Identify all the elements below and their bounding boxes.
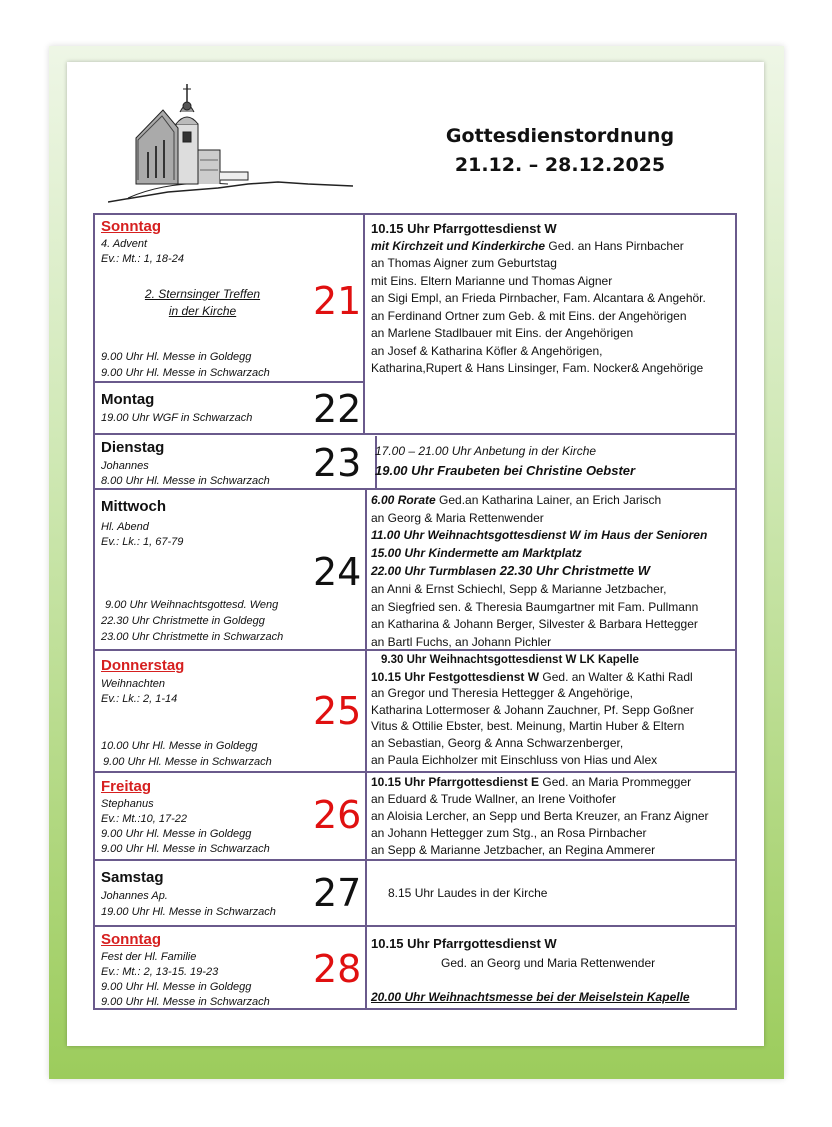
service-line: 10.15 Uhr Pfarrgottesdienst W <box>371 221 557 236</box>
day-name: Sonntag <box>101 218 161 235</box>
day-subtitle: 4. Advent <box>101 238 148 250</box>
intention-line: an Thomas Aigner zum Geburtstag <box>371 256 557 270</box>
intention-line: Ged. an Walter & Kathi Radl <box>539 669 693 684</box>
intention-line: an Anni & Ernst Schiechl, Sepp & Marianne Jetzbacher, <box>371 581 667 596</box>
day-23 <box>93 433 737 490</box>
intention-line: Ged. an Hans Pirnbacher <box>545 238 684 253</box>
title-line-2: 21.12. – 28.12.2025 <box>454 154 666 176</box>
evening-mass-line: 20.00 Uhr Weihnachtsmesse bei der Meiselstein Kapelle <box>371 990 690 1004</box>
day-number: 22 <box>313 387 362 431</box>
event-line-2: in der Kirche <box>168 304 237 318</box>
church-illustration <box>108 80 353 204</box>
intention-line: an Siegfried sen. & Theresia Baumgartner mit Fam. Pullmann <box>371 599 699 614</box>
day-number: 25 <box>313 689 362 733</box>
mass-2: 9.00 Uhr Hl. Messe in Schwarzach <box>103 756 272 768</box>
mass-3: 23.00 Uhr Christmette in Schwarzach <box>101 631 284 643</box>
day-name: Donnerstag <box>101 657 185 674</box>
day-feast: Stephanus <box>101 798 154 810</box>
intention-line: an Ferdinand Ortner zum Geb. & mit Eins. der Angehörigen <box>371 308 687 323</box>
service-line: 15.00 Uhr Kindermette am Marktplatz <box>371 545 582 560</box>
mass-1: 9.00 Uhr Weihnachtsgottesd. Weng <box>105 599 279 611</box>
day-feast: Weihnachten <box>101 678 166 690</box>
intention-line: mit Eins. Eltern Marianne und Thomas Aigner <box>371 273 613 288</box>
day-name: Sonntag <box>101 931 161 948</box>
day-name: Dienstag <box>101 439 165 456</box>
page-title <box>420 122 700 180</box>
service-line: 22.00 Uhr Turmblasen <box>371 564 497 579</box>
intention-line: an Sigi Empl, an Frieda Pirnbacher, Fam. Alcantara & Angehör. <box>371 291 706 305</box>
day-name: Montag <box>101 391 155 408</box>
intention-line: an Marlene Stadlbauer mit Eins. der Angehörigen <box>371 326 634 340</box>
service-line: 10.15 Uhr Festgottesdienst W <box>371 669 540 684</box>
day-24 <box>93 488 737 651</box>
service-line: 11.00 Uhr Weihnachtsgottesdienst W im Haus der Senioren <box>371 528 708 543</box>
service-line: 9.30 Uhr Weihnachtsgottesdienst W LK Kapelle <box>381 654 639 666</box>
schedule-table <box>93 213 737 1010</box>
day-27 <box>93 859 737 927</box>
day-21-right <box>363 213 737 435</box>
intention-line: an Bartl Fuchs, an Johann Pichler <box>371 634 552 649</box>
mass-1: 9.00 Uhr Hl. Messe in Goldegg <box>101 351 252 363</box>
day-mass: 19.00 Uhr WGF in Schwarzach <box>101 412 253 424</box>
day-number: 27 <box>313 871 362 915</box>
day-25 <box>93 649 737 773</box>
intention-line: an Eduard & Trude Wallner, an Irene Voithofer <box>371 792 617 806</box>
intention-line: Katharina Lottermoser & Johann Zauchner, Pf. Sepp Goßner <box>371 702 694 717</box>
intention-line: Katharina,Rupert & Hans Linsinger, Fam. Nocker& Angehörige <box>371 361 704 375</box>
intention-line: an Katharina & Johann Berger, Silvester & Barbara Hettegger <box>371 617 698 632</box>
day-feast: Johannes <box>101 460 149 472</box>
day-26 <box>93 771 737 861</box>
day-name: Samstag <box>101 869 164 886</box>
day-gospel: Ev.: Lk.: 2, 1-14 <box>101 693 178 705</box>
day-number: 24 <box>313 550 362 594</box>
day-feast: Johannes Ap. <box>101 890 168 902</box>
intention-line: an Gregor und Theresia Hettegger & Angehörige, <box>371 686 633 701</box>
rorate-line: 6.00 Rorate <box>371 493 436 507</box>
service-note: mit Kirchzeit und Kinderkirche <box>371 238 546 253</box>
day-28 <box>93 925 737 1010</box>
mass-1: 10.00 Uhr Hl. Messe in Goldegg <box>101 740 258 752</box>
day-number: 21 <box>313 279 362 323</box>
day-feast: Fest der Hl. Familie <box>101 951 197 963</box>
intention-line: an Georg & Maria Rettenwender <box>371 510 544 525</box>
mass-1: 9.00 Uhr Hl. Messe in Goldegg <box>101 828 252 840</box>
day-gospel: Ev.: Mt.: 1, 18-24 <box>101 253 184 265</box>
intention-line: an Johann Hettegger zum Stg., an Rosa Pirnbacher <box>371 826 647 840</box>
day-gospel: Ev.: Mt.:10, 17-22 <box>101 813 188 825</box>
day-gospel: Ev.: Mt.: 2, 13-15. 19-23 <box>101 966 219 978</box>
day-name: Mittwoch <box>101 498 166 515</box>
intention-line: an Paula Eichholzer mit Einschluss von Hias und Alex <box>371 752 658 767</box>
title-line-1: Gottesdienstordnung <box>445 125 675 147</box>
laudes-line: 8.15 Uhr Laudes in der Kirche <box>388 886 548 900</box>
day-mass: 8.00 Uhr Hl. Messe in Schwarzach <box>101 475 270 487</box>
mass-2: 22.30 Uhr Christmette in Goldegg <box>101 615 265 627</box>
intention-line: Vitus & Ottilie Ebster, best. Meinung, Martin Huber & Eltern <box>371 719 685 734</box>
service-line: 10.15 Uhr Pfarrgottesdienst E <box>371 775 540 789</box>
mass-2: 9.00 Uhr Hl. Messe in Schwarzach <box>101 996 270 1008</box>
day-feast: Hl. Abend <box>101 521 149 533</box>
day-mass: 19.00 Uhr Hl. Messe in Schwarzach <box>101 906 276 918</box>
day-number: 28 <box>313 947 362 991</box>
day-gospel: Ev.: Lk.: 1, 67-79 <box>101 536 184 548</box>
intention-line: an Josef & Katharina Köfler & Angehörigen, <box>371 343 603 358</box>
adoration-line: 17.00 – 21.00 Uhr Anbetung in der Kirche <box>375 444 597 458</box>
day-name: Freitag <box>101 778 152 795</box>
mass-2: 9.00 Uhr Hl. Messe in Schwarzach <box>101 367 270 379</box>
intention-line: an Aloisia Lercher, an Sepp und Berta Kreuzer, an Franz Aigner <box>371 809 709 823</box>
service-line: 10.15 Uhr Pfarrgottesdienst W <box>371 936 557 951</box>
event-line-1: 2. Sternsinger Treffen <box>144 287 261 301</box>
day-22-left <box>93 381 365 435</box>
mass-2: 9.00 Uhr Hl. Messe in Schwarzach <box>101 843 270 855</box>
intention-line: Ged. an Maria Prommegger <box>539 775 692 789</box>
day-21-left <box>93 213 365 383</box>
intention-line: an Sepp & Marianne Jetzbacher, an Regina Ammerer <box>371 843 656 857</box>
mass-1: 9.00 Uhr Hl. Messe in Goldegg <box>101 981 252 993</box>
intention-line: Ged. an Georg und Maria Rettenwender <box>441 956 656 970</box>
intention-line: Ged.an Katharina Lainer, an Erich Jarisch <box>435 493 662 507</box>
intention-line: an Sebastian, Georg & Anna Schwarzenberger, <box>371 735 624 750</box>
service-line: 22.30 Uhr Christmette W <box>496 563 651 579</box>
prayer-line: 19.00 Uhr Fraubeten bei Christine Oebster <box>375 463 636 478</box>
day-number: 26 <box>313 793 362 837</box>
day-number: 23 <box>313 441 362 485</box>
